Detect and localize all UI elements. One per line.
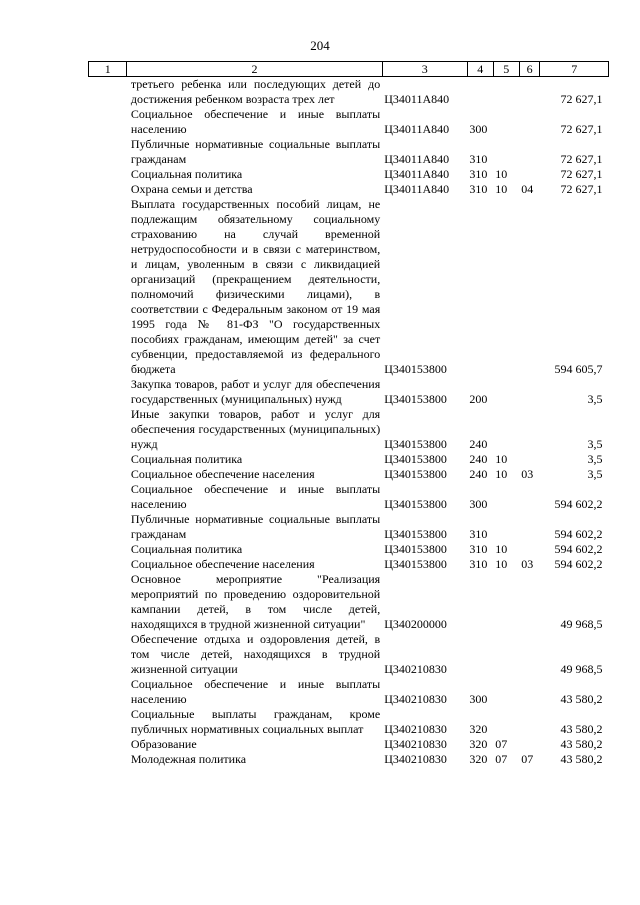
amount-cell: 72 627,1 [560, 167, 603, 181]
expense-type-cell: 240 [469, 467, 488, 481]
item-name-cell: Образование [130, 737, 197, 751]
expense-type-cell: 320 [469, 722, 488, 736]
table-row [89, 197, 609, 377]
expense-type-cell: 200 [469, 392, 488, 406]
expense-type-cell [467, 572, 493, 632]
subsection-code-cell [519, 677, 540, 707]
expense-type-cell: 300 [469, 692, 488, 706]
row-number-cell [89, 167, 127, 182]
amount-cell: 594 602,2 [554, 542, 603, 556]
subsection-code-cell [519, 542, 540, 557]
table-row [89, 467, 609, 482]
table-row [89, 512, 609, 542]
subsection-code-cell [519, 137, 540, 167]
row-number-cell [89, 482, 127, 512]
expense-type-cell [467, 197, 493, 377]
target-article-code-cell: Ц340210830 [384, 722, 447, 736]
section-code-cell: 07 [495, 752, 508, 766]
budget-table [88, 61, 609, 767]
table-row [89, 707, 609, 737]
subsection-code-cell [519, 197, 540, 377]
item-name-cell: Социальное обеспечение населения [130, 467, 315, 481]
amount-cell: 72 627,1 [560, 92, 603, 106]
section-code-cell [493, 197, 519, 377]
target-article-code-cell: Ц340153800 [384, 557, 447, 571]
expense-type-cell: 310 [469, 557, 488, 571]
expense-type-cell: 310 [469, 152, 488, 166]
row-number-cell [89, 752, 127, 767]
section-code-cell: 10 [495, 452, 508, 466]
target-article-code-cell: Ц340210830 [384, 692, 447, 706]
target-article-code-cell: Ц340153800 [384, 542, 447, 556]
header-col-7: 7 [540, 62, 609, 77]
expense-type-cell [467, 77, 493, 108]
amount-cell: 43 580,2 [560, 692, 603, 706]
subsection-code-cell [519, 452, 540, 467]
subsection-code-cell: 07 [521, 752, 534, 766]
target-article-code-cell: Ц340210830 [384, 752, 447, 766]
item-name-cell: Социальная политика [130, 542, 243, 556]
item-name-cell: Социальное обеспечение и иные выплаты населению [130, 677, 381, 706]
section-code-cell: 07 [495, 737, 508, 751]
amount-cell: 3,5 [587, 392, 603, 406]
item-name-cell: Социальное обеспечение и иные выплаты населению [130, 482, 381, 511]
table-row [89, 737, 609, 752]
row-number-cell [89, 197, 127, 377]
subsection-code-cell [519, 407, 540, 452]
row-number-cell [89, 452, 127, 467]
row-number-cell [89, 737, 127, 752]
row-number-cell [89, 407, 127, 452]
table-row [89, 77, 609, 108]
table-row [89, 482, 609, 512]
item-name-cell: Молодежная политика [130, 752, 247, 766]
table-row [89, 542, 609, 557]
row-number-cell [89, 467, 127, 482]
subsection-code-cell [519, 707, 540, 737]
header-col-6: 6 [519, 62, 540, 77]
amount-cell: 43 580,2 [560, 737, 603, 751]
row-number-cell [89, 707, 127, 737]
section-code-cell [493, 137, 519, 167]
table-row [89, 107, 609, 137]
budget-table-body [89, 77, 609, 768]
item-name-cell: Публичные нормативные социальные выплаты гражданам [130, 512, 381, 541]
target-article-code-cell: Ц34011А840 [384, 122, 450, 136]
row-number-cell [89, 77, 127, 108]
table-row [89, 377, 609, 407]
header-col-2: 2 [127, 62, 382, 77]
expense-type-cell: 240 [469, 437, 488, 451]
target-article-code-cell: Ц34011А840 [384, 152, 450, 166]
section-code-cell [493, 482, 519, 512]
row-number-cell [89, 557, 127, 572]
row-number-cell [89, 107, 127, 137]
amount-cell: 3,5 [587, 437, 603, 451]
table-row [89, 677, 609, 707]
section-code-cell: 10 [495, 182, 508, 196]
section-code-cell [493, 632, 519, 677]
amount-cell: 594 605,7 [554, 362, 603, 376]
subsection-code-cell: 04 [521, 182, 534, 196]
subsection-code-cell [519, 107, 540, 137]
section-code-cell [493, 572, 519, 632]
section-code-cell: 10 [495, 557, 508, 571]
expense-type-cell: 310 [469, 542, 488, 556]
section-code-cell [493, 107, 519, 137]
subsection-code-cell: 03 [521, 467, 534, 481]
row-number-cell [89, 632, 127, 677]
target-article-code-cell: Ц340210830 [384, 662, 447, 676]
page-number: 204 [310, 38, 330, 53]
row-number-cell [89, 512, 127, 542]
section-code-cell [493, 77, 519, 108]
subsection-code-cell [519, 167, 540, 182]
table-row [89, 407, 609, 452]
table-row [89, 632, 609, 677]
expense-type-cell: 300 [469, 122, 488, 136]
column-number-header [89, 62, 609, 77]
target-article-code-cell: Ц340153800 [384, 527, 447, 541]
amount-cell: 43 580,2 [560, 752, 603, 766]
row-number-cell [89, 542, 127, 557]
amount-cell: 3,5 [587, 452, 603, 466]
section-code-cell [493, 707, 519, 737]
target-article-code-cell: Ц340153800 [384, 497, 447, 511]
header-col-4: 4 [467, 62, 493, 77]
item-name-cell: Публичные нормативные социальные выплаты гражданам [130, 137, 381, 166]
row-number-cell [89, 182, 127, 197]
item-name-cell: Охрана семьи и детства [130, 182, 253, 196]
subsection-code-cell [519, 737, 540, 752]
expense-type-cell: 320 [469, 737, 488, 751]
target-article-code-cell: Ц34011А840 [384, 182, 450, 196]
item-name-cell: Основное мероприятие "Реализация мероприятий по проведению оздоровительной кампании детей, в том числе детей, находящихся в трудной жизненной ситуации" [130, 572, 381, 631]
item-name-cell: Закупка товаров, работ и услуг для обеспечения государственных (муниципальных) нужд [130, 377, 381, 406]
subsection-code-cell [519, 632, 540, 677]
row-number-cell [89, 572, 127, 632]
target-article-code-cell: Ц340153800 [384, 392, 447, 406]
item-name-cell: третьего ребенка или последующих детей до достижения ребенком возраста трех лет [130, 77, 381, 106]
header-col-3: 3 [382, 62, 467, 77]
expense-type-cell: 320 [469, 752, 488, 766]
table-row [89, 137, 609, 167]
item-name-cell: Социальная политика [130, 167, 243, 181]
target-article-code-cell: Ц34011А840 [384, 167, 450, 181]
subsection-code-cell: 03 [521, 557, 534, 571]
expense-type-cell [467, 632, 493, 677]
amount-cell: 72 627,1 [560, 152, 603, 166]
row-number-cell [89, 137, 127, 167]
target-article-code-cell: Ц340153800 [384, 467, 447, 481]
section-code-cell: 10 [495, 542, 508, 556]
subsection-code-cell [519, 572, 540, 632]
section-code-cell: 10 [495, 167, 508, 181]
amount-cell: 594 602,2 [554, 497, 603, 511]
subsection-code-cell [519, 377, 540, 407]
amount-cell: 594 602,2 [554, 527, 603, 541]
amount-cell: 3,5 [587, 467, 603, 481]
expense-type-cell: 300 [469, 497, 488, 511]
row-number-cell [89, 677, 127, 707]
item-name-cell: Обеспечение отдыха и оздоровления детей, в том числе детей, находящихся в трудной жизненной ситуации [130, 632, 381, 676]
table-row [89, 557, 609, 572]
target-article-code-cell: Ц340153800 [384, 437, 447, 451]
subsection-code-cell [519, 512, 540, 542]
amount-cell: 49 968,5 [560, 662, 603, 676]
header-col-1: 1 [89, 62, 127, 77]
table-row [89, 452, 609, 467]
section-code-cell: 10 [495, 467, 508, 481]
target-article-code-cell: Ц340200000 [384, 617, 447, 631]
section-code-cell [493, 677, 519, 707]
amount-cell: 72 627,1 [560, 182, 603, 196]
target-article-code-cell: Ц340210830 [384, 737, 447, 751]
target-article-code-cell: Ц340153800 [384, 362, 447, 376]
subsection-code-cell [519, 77, 540, 108]
target-article-code-cell: Ц34011А840 [384, 92, 450, 106]
table-row [89, 167, 609, 182]
header-col-5: 5 [493, 62, 519, 77]
item-name-cell: Социальные выплаты гражданам, кроме публичных нормативных социальных выплат [130, 707, 381, 736]
amount-cell: 43 580,2 [560, 722, 603, 736]
table-row [89, 182, 609, 197]
amount-cell: 594 602,2 [554, 557, 603, 571]
expense-type-cell: 310 [469, 167, 488, 181]
table-row [89, 572, 609, 632]
target-article-code-cell: Ц340153800 [384, 452, 447, 466]
item-name-cell: Социальное обеспечение и иные выплаты населению [130, 107, 381, 136]
section-code-cell [493, 407, 519, 452]
amount-cell: 49 968,5 [560, 617, 603, 631]
table-row [89, 752, 609, 767]
expense-type-cell: 240 [469, 452, 488, 466]
expense-type-cell: 310 [469, 527, 488, 541]
item-name-cell: Социальное обеспечение населения [130, 557, 315, 571]
amount-cell: 72 627,1 [560, 122, 603, 136]
section-code-cell [493, 512, 519, 542]
item-name-cell: Социальная политика [130, 452, 243, 466]
subsection-code-cell [519, 482, 540, 512]
item-name-cell: Иные закупки товаров, работ и услуг для обеспечения государственных (муниципальных) нужд [130, 407, 381, 451]
row-number-cell [89, 377, 127, 407]
expense-type-cell: 310 [469, 182, 488, 196]
section-code-cell [493, 377, 519, 407]
item-name-cell: Выплата государственных пособий лицам, не подлежащим обязательному социальному страхованию на случай временной нетрудоспособности и в связи с материнством, и лицам, уволенным в связи с ликвидацией организаций (прекращением деятельности, полномочий физическими лицами), в соответствии с Федеральным законом от 19 мая 1995 года № 81-ФЗ "О государственных пособиях гражданам, имеющим детей" за счет субвенции, предоставляемой из федерального бюджета [130, 197, 381, 376]
